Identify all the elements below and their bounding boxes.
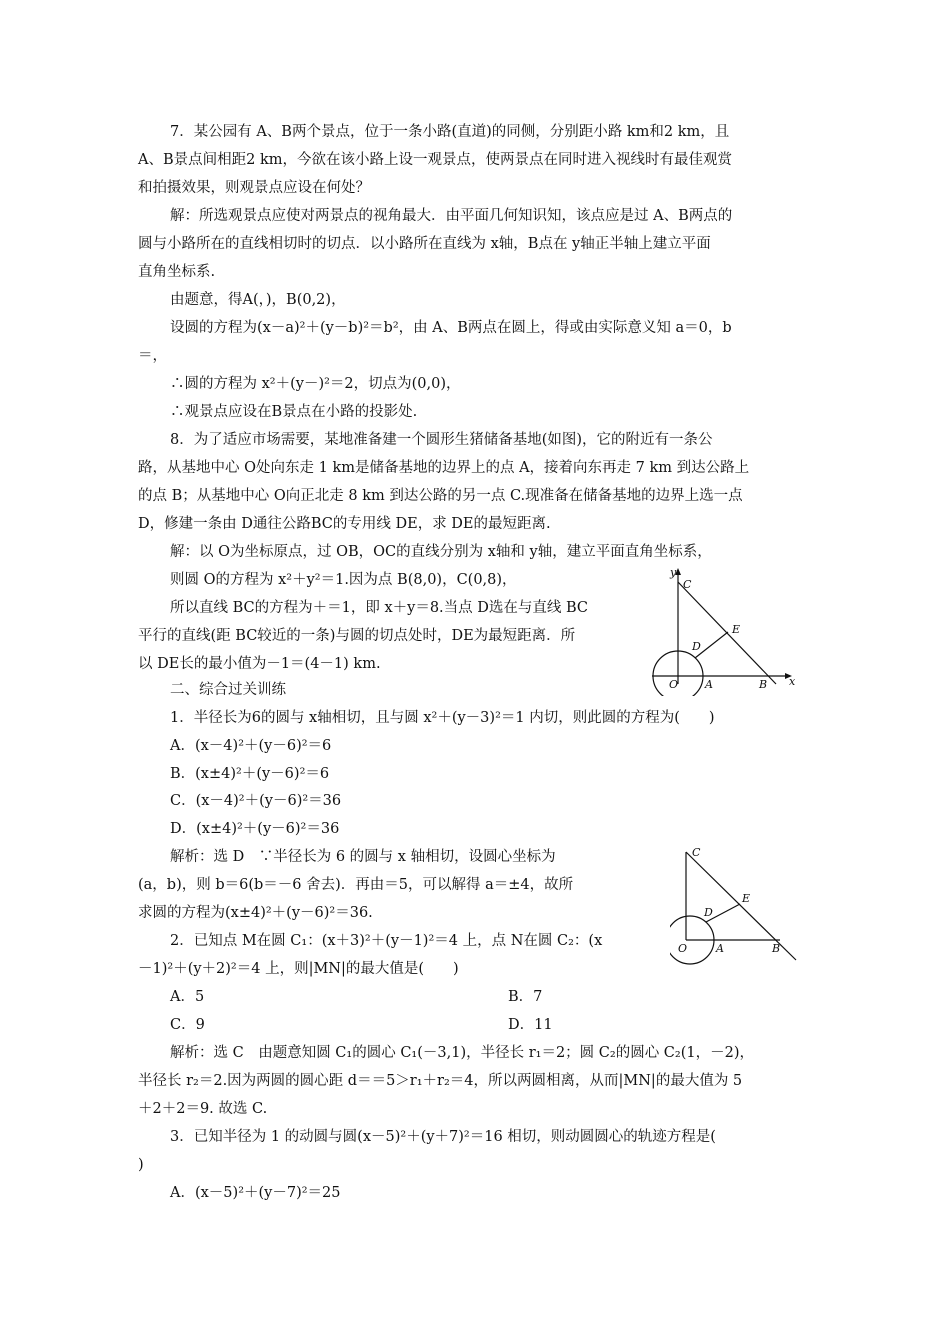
q7-solution-line-4: 由题意，得A(，)，B(0,2)，: [170, 292, 346, 308]
p1-option-a: A．(x－4)²＋(y－6)²＝6: [170, 738, 332, 754]
p2-option-c: C．9: [170, 1017, 205, 1033]
label-b: B: [759, 678, 768, 691]
q7-solution-line-5: 设圆的方程为(x－a)²＋(y－b)²＝b²，由 A、B两点在圆上，得或由实际意义知 a＝0，b: [170, 320, 732, 336]
p1-option-c: C．(x－4)²＋(y－6)²＝36: [170, 793, 342, 809]
q7-solution-line-1: 解：所选观景点应使对两景点的视角最大．由平面几何知识知，该点应是过 A、B两点的: [170, 208, 733, 224]
figure-coordinate-diagram: [648, 566, 798, 696]
label-b: B: [772, 942, 781, 955]
p2-explanation-line-2: 半径长 r₂＝2.因为两圆的圆心距 d＝＝5＞r₁＋r₂＝4，所以两圆相离，从而|MN|的最大值为 5: [138, 1073, 743, 1089]
p1-option-d: D．(x±4)²＋(y－6)²＝36: [170, 821, 340, 837]
p1-explanation-line-2: (a，b)，则 b＝6(b＝－6 舍去)．再由＝5，可以解得 a＝±4，故所: [138, 877, 574, 893]
q7-solution-line-6: ＝，: [138, 348, 167, 364]
q8-stem-line-1: 8．为了适应市场需要，某地准备建一个圆形生猪储备基地(如图)，它的附近有一条公: [170, 432, 713, 448]
q7-stem-line-3: 和拍摄效果，则观景点应设在何处？: [138, 180, 370, 196]
p1-explanation-line-1: 解析：选 D ∵半径长为 6 的圆与 x 轴相切，设圆心坐标为: [170, 849, 556, 865]
label-c: C: [692, 846, 701, 859]
q8-solution-line-2: 则圆 O的方程为 x²＋y²＝1.因为点 B(8,0)，C(0,8)，: [170, 572, 517, 588]
p1-stem: 1．半径长为6的圆与 x轴相切，且与圆 x²＋(y－3)²＝1 内切，则此圆的方程为( ): [170, 710, 715, 726]
figure-geometry-diagram: [670, 842, 810, 972]
p2-explanation-line-1: 解析：选 C 由题意知圆 C₁的圆心 C₁(－3,1)，半径长 r₁＝2；圆 C₂的圆心 C₂(1，－2)，: [170, 1045, 754, 1061]
q7-solution-line-3: 直角坐标系.: [138, 264, 216, 280]
label-a: A: [705, 678, 713, 691]
label-o: O: [678, 942, 688, 955]
label-d: D: [704, 906, 713, 919]
q7-solution-line-8: ∴观景点应设在B景点在小路的投影处.: [170, 404, 418, 420]
q8-solution-line-1: 解：以 O为坐标原点，过 OB，OC的直线分别为 x轴和 y轴，建立平面直角坐标系，: [170, 544, 712, 560]
p1-option-b: B．(x±4)²＋(y－6)²＝6: [170, 766, 330, 782]
q8-stem-line-3: 的点 B；从基地中心 O向正北走 8 km 到达公路的另一点 C.现准备在储备基地的边界上选一点: [138, 488, 743, 504]
p2-option-a: A．5: [170, 989, 205, 1005]
label-c: C: [683, 578, 692, 591]
p2-stem-line-1: 2．已知点 M在圆 C₁：(x＋3)²＋(y－1)²＝4 上，点 N在圆 C₂：(x: [170, 933, 603, 949]
p1-explanation-line-3: 求圆的方程为(x±4)²＋(y－6)²＝36.: [138, 905, 373, 921]
p3-stem-line-1: 3．已知半径为 1 的动圆与圆(x－5)²＋(y＋7)²＝16 相切，则动圆圆心的轨迹方程是(: [170, 1129, 716, 1145]
q7-solution-line-2: 圆与小路所在的直线相切时的切点．以小路所在直线为 x轴，B点在 y轴正半轴上建立平面: [138, 236, 711, 252]
p3-stem-line-2: ): [138, 1157, 144, 1173]
label-o: O: [669, 678, 679, 691]
q7-solution-line-7: ∴圆的方程为 x²＋(y－)²＝2，切点为(0,0)，: [170, 376, 461, 392]
p3-option-a: A．(x－5)²＋(y－7)²＝25: [170, 1185, 341, 1201]
q8-stem-line-4: D，修建一条由 D通往公路BC的专用线 DE，求 DE的最短距离.: [138, 516, 551, 532]
label-d: D: [692, 640, 701, 653]
label-e: E: [732, 623, 741, 636]
q7-stem-line-2: A、B景点间相距2 km，今欲在该小路上设一观景点，使两景点在同时进入视线时有最佳观赏: [138, 152, 732, 168]
q8-solution-line-4: 平行的直线(距 BC较近的一条)与圆的切点处时，DE为最短距离．所: [138, 628, 576, 644]
p2-option-d: D．11: [508, 1017, 553, 1033]
p2-option-b: B．7: [508, 989, 543, 1005]
label-e: E: [742, 892, 751, 905]
label-x: x: [789, 675, 796, 688]
p2-explanation-line-3: ＋2＋2＝9. 故选 C.: [138, 1101, 268, 1117]
p2-stem-line-2: －1)²＋(y＋2)²＝4 上，则|MN|的最大值是( ): [138, 961, 459, 977]
q8-solution-line-5: 以 DE长的最小值为－1＝(4－1) km.: [138, 656, 381, 672]
section-heading: 二、综合过关训练: [170, 682, 286, 698]
q7-stem-line-1: 7．某公园有 A、B两个景点，位于一条小路(直道)的同侧，分别距小路 km和2 km，且: [170, 124, 730, 140]
q8-solution-line-3: 所以直线 BC的方程为＋＝1，即 x＋y＝8.当点 D选在与直线 BC: [170, 600, 589, 616]
label-y: y: [670, 566, 677, 579]
q8-stem-line-2: 路，从基地中心 O处向东走 1 km是储备基地的边界上的点 A，接着向东再走 7 km 到达公路上: [138, 460, 750, 476]
label-a: A: [716, 942, 724, 955]
